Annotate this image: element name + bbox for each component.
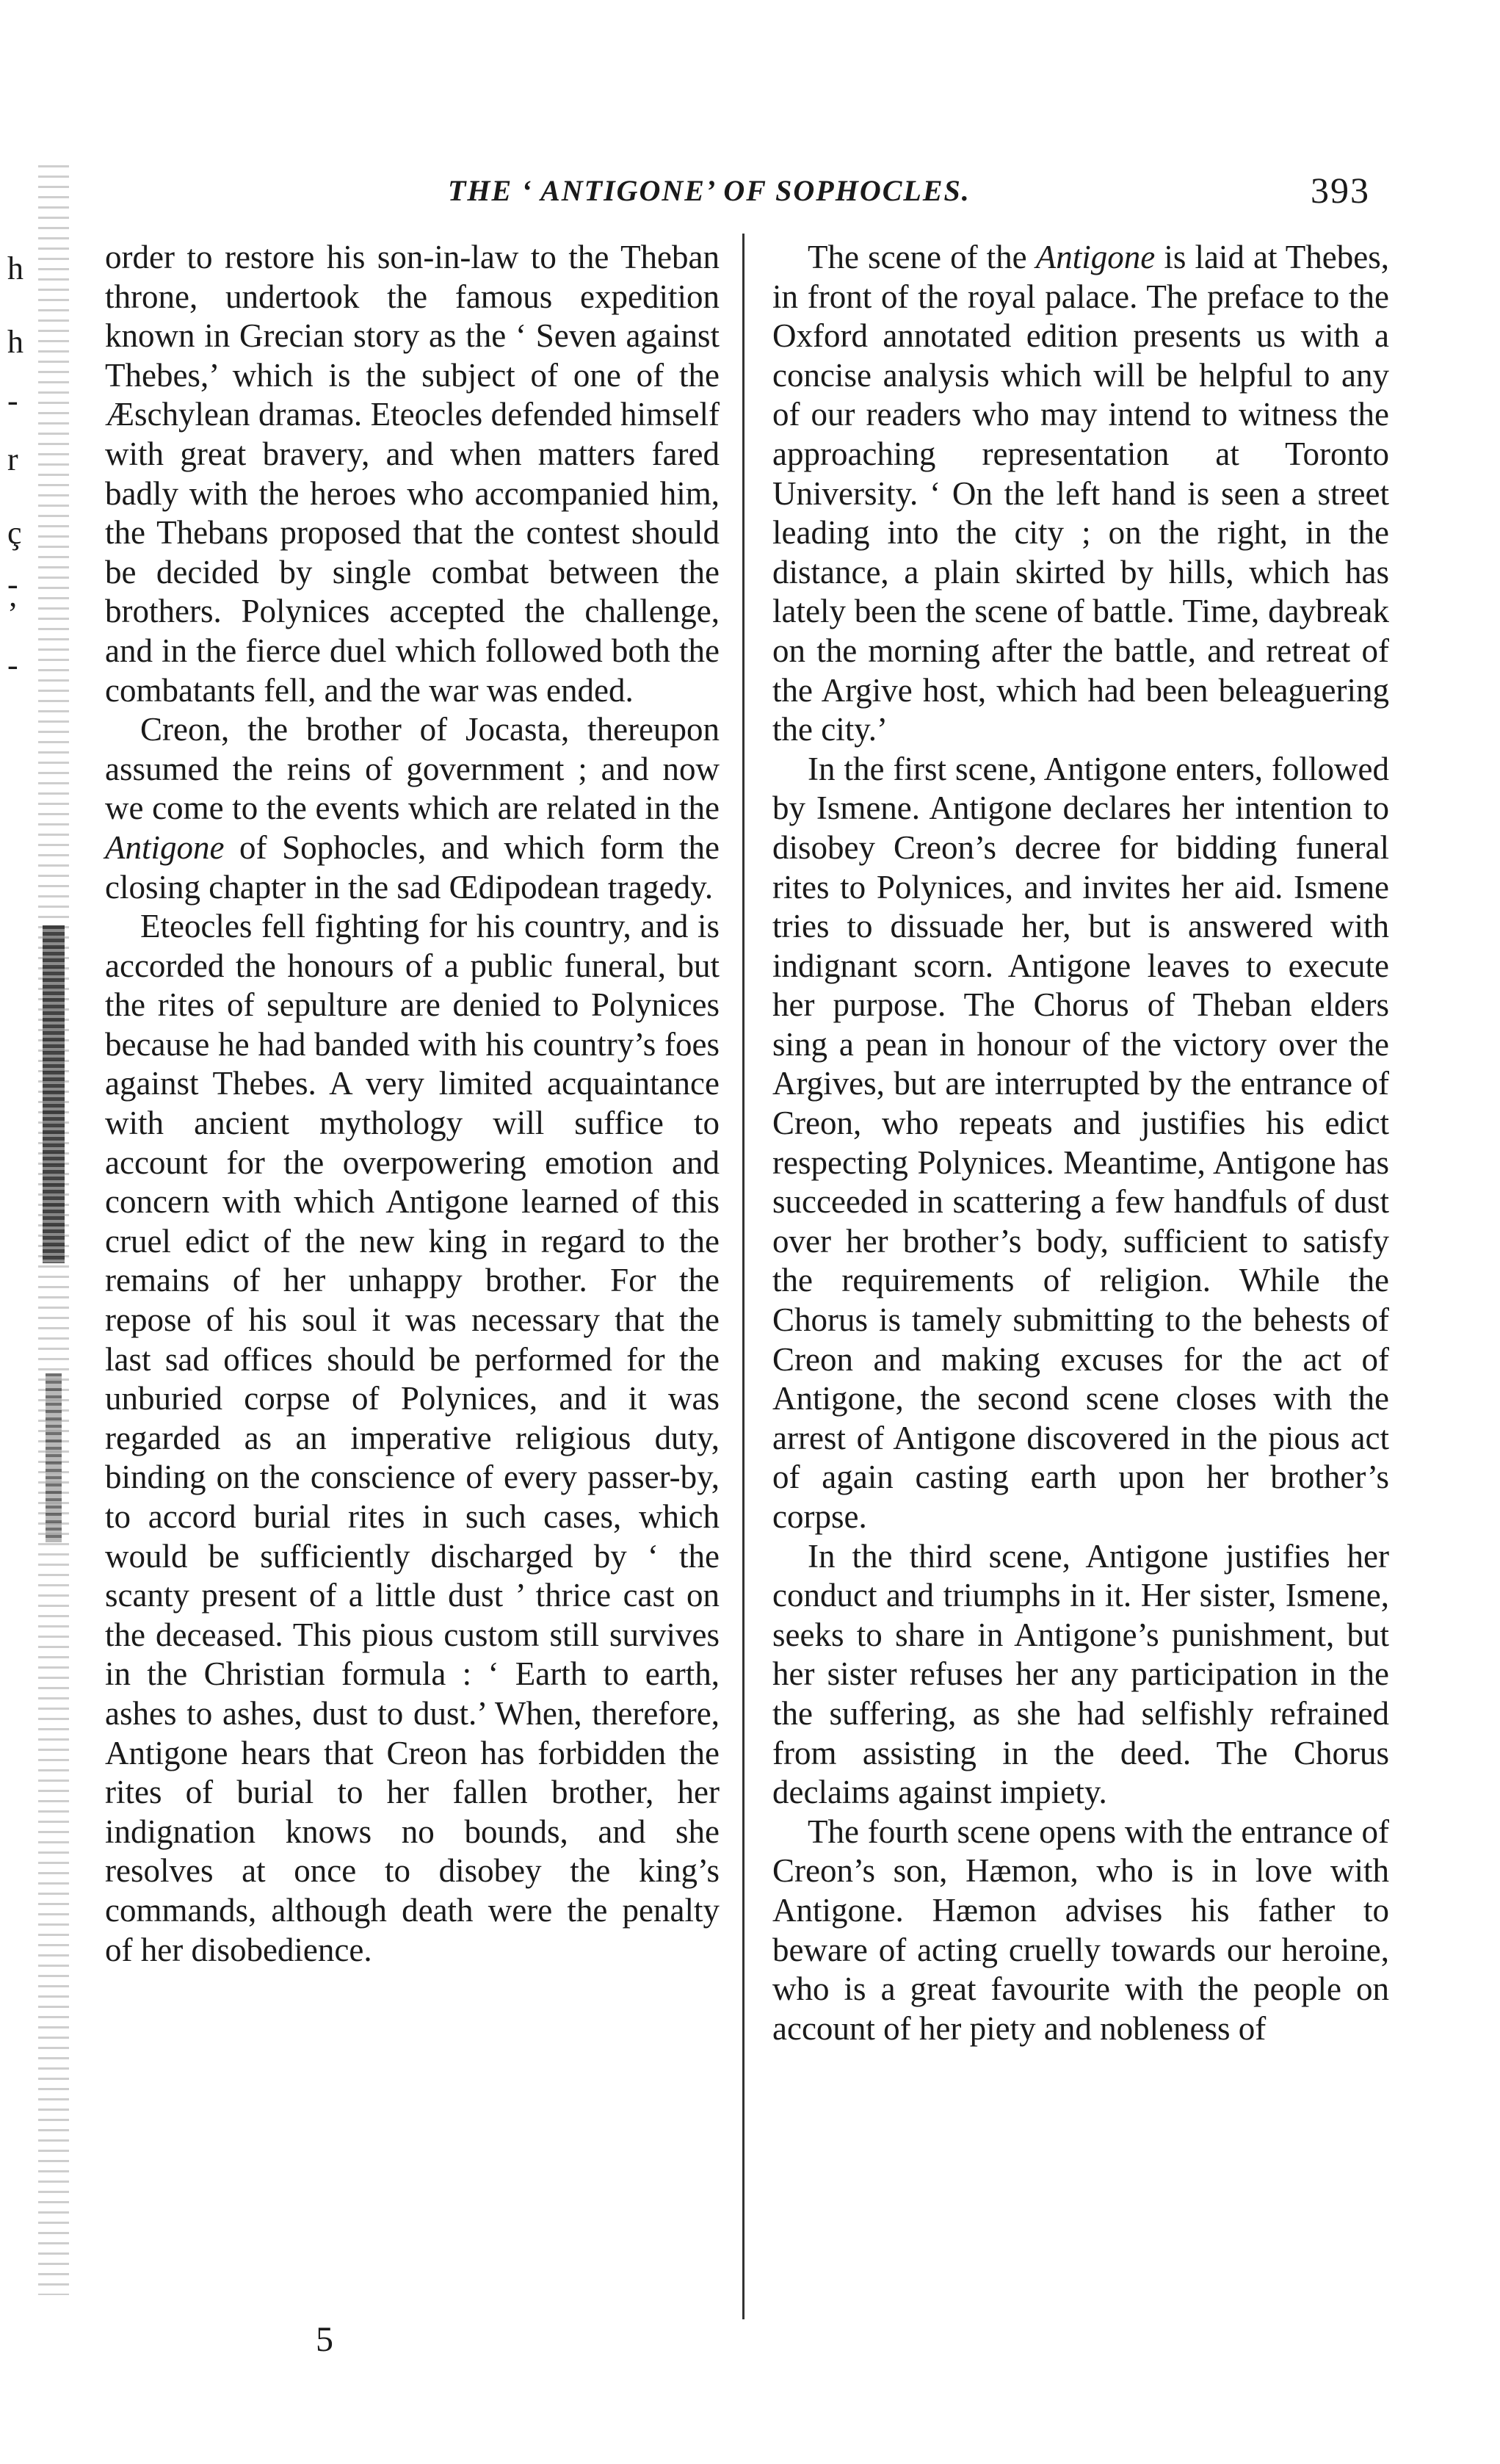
paragraph-text: The scene of the — [808, 239, 1036, 275]
paragraph-text: of Sophocles, and which form the closing chapter in the sad Œdipodean tragedy. — [105, 828, 720, 906]
paragraph: The fourth scene opens with the entrance of Creon’s son, Hæmon, who is in love with Antigone. Hæmon advises his father to beware of acting cruelly towards our heroine, who is a great favourite with the people on account of her piety and nobleness of — [772, 1813, 1389, 2047]
margin-fragment: - — [7, 647, 18, 683]
paragraph-text: Creon, the brother of Jocasta, thereupon assumed the reins of government ; and now we come to the events which are related in the — [105, 711, 720, 827]
page-binding-shadow — [43, 925, 65, 1263]
paragraph — [772, 238, 1389, 750]
margin-fragment: - — [7, 566, 18, 602]
margin-fragment: - — [7, 383, 18, 419]
page-binding-shadow-lower — [46, 1373, 62, 1542]
page-number: 393 — [1311, 170, 1370, 211]
margin-fragment: h — [7, 324, 23, 360]
paragraph-text: is laid at Thebes, in front of the royal palace. The preface to the Oxford annotated edition presents us with a concise analysis which will be helpful to any of our readers who may intend to witness the approaching representation at Toronto University. ‘ On the left hand is seen a street leading into the city ; on the right, in the distance, a plain skirted by hills, which has lately been the scene of battle. Time, daybreak on the morning after the battle, and retreat of the Argive host, which had been beleaguering the city.’ — [772, 239, 1389, 748]
paragraph: Eteocles fell fighting for his country, and is accorded the honours of a public funeral, but the rites of sepulture are denied to Polynices because he had banded with his country’s foes against Thebes. A very limited acquaintance with ancient mythology will suffice to account for the overpowering emotion and concern with which Antigone learned of this cruel edict of the new king in regard to the remains of her unhappy brother. For the repose of his soul it was necessary that the last sad offices should be performed for the unburied corpse of Polynices, and it was regarded as an imperative religious duty, binding on the conscience of every passer-by, to accord burial rites in such cases, which would be sufficiently discharged by ‘ the scanty present of a little dust ’ thrice cast on the deceased. This pious custom still survives in the Christian formula : ‘ Earth to earth, ashes to ashes, dust to dust.’ When, therefore, Antigone hears that Creon has forbidden the rites of burial to her fallen brother, her indignation knows no bounds, and she resolves at once to disobey the king’s commands, although death were the penalty of her disobedience. — [105, 908, 720, 1968]
margin-fragment: ’ — [7, 596, 18, 632]
margin-fragment: h — [7, 250, 23, 286]
running-title: THE ‘ ANTIGONE’ OF SOPHOCLES. — [448, 174, 971, 207]
play-title: Antigone — [1035, 239, 1156, 275]
paragraph: order to restore his son-in-law to the Theban throne, undertook the famous expedition known in Grecian story as the ‘ Seven against Thebes,’ which is the subject of one of the Æschylean dramas. Eteocles defended himself with great bravery, and when matters fared badly with the heroes who accompanied him, the Thebans proposed that the contest should be decided by single combat between the brothers. Polynices accepted the challenge, and in the fierce duel which followed both the combatants fell, and the war was ended. — [105, 239, 720, 709]
paragraph: In the third scene, Antigone justifies her conduct and triumphs in it. Her sister, Ismene, seeks to share in Antigone’s punishment, but her sister refuses her any participation in the the suffering, as she had selfishly refrained from assisting in the deed. The Chorus declaims against impiety. — [772, 1537, 1389, 1811]
margin-fragment: r — [7, 441, 18, 477]
page-header — [0, 166, 1500, 217]
paragraph — [105, 710, 720, 907]
margin-fragment: ç — [7, 515, 22, 551]
signature-mark: 5 — [316, 2320, 333, 2359]
paragraph: In the first scene, Antigone enters, followed by Ismene. Antigone declares her intention to disobey Creon’s decree for bidding funeral rites to Polynices, and invites her aid. Ismene tries to dissuade her, but is answered with indignant scorn. Antigone leaves to execute her purpose. The Chorus of Theban elders sing a pean in honour of the victory over the Argives, but are interrupted by the entrance of Creon, who repeats and justifies his edict respecting Polynices. Meantime, Antigone has succeeded in scattering a few handfuls of dust over her brother’s body, sufficient to satisfy the requirements of religion. While the Chorus is tamely submitting to the behests of Creon and making excuses for the act of Antigone, the second scene closes with the arrest of Antigone discovered in the pious act of again casting earth upon her brother’s corpse. — [772, 750, 1389, 1535]
play-title: Antigone — [105, 828, 225, 866]
left-column — [105, 238, 720, 1970]
column-divider — [742, 234, 744, 2319]
right-column — [772, 238, 1389, 2048]
